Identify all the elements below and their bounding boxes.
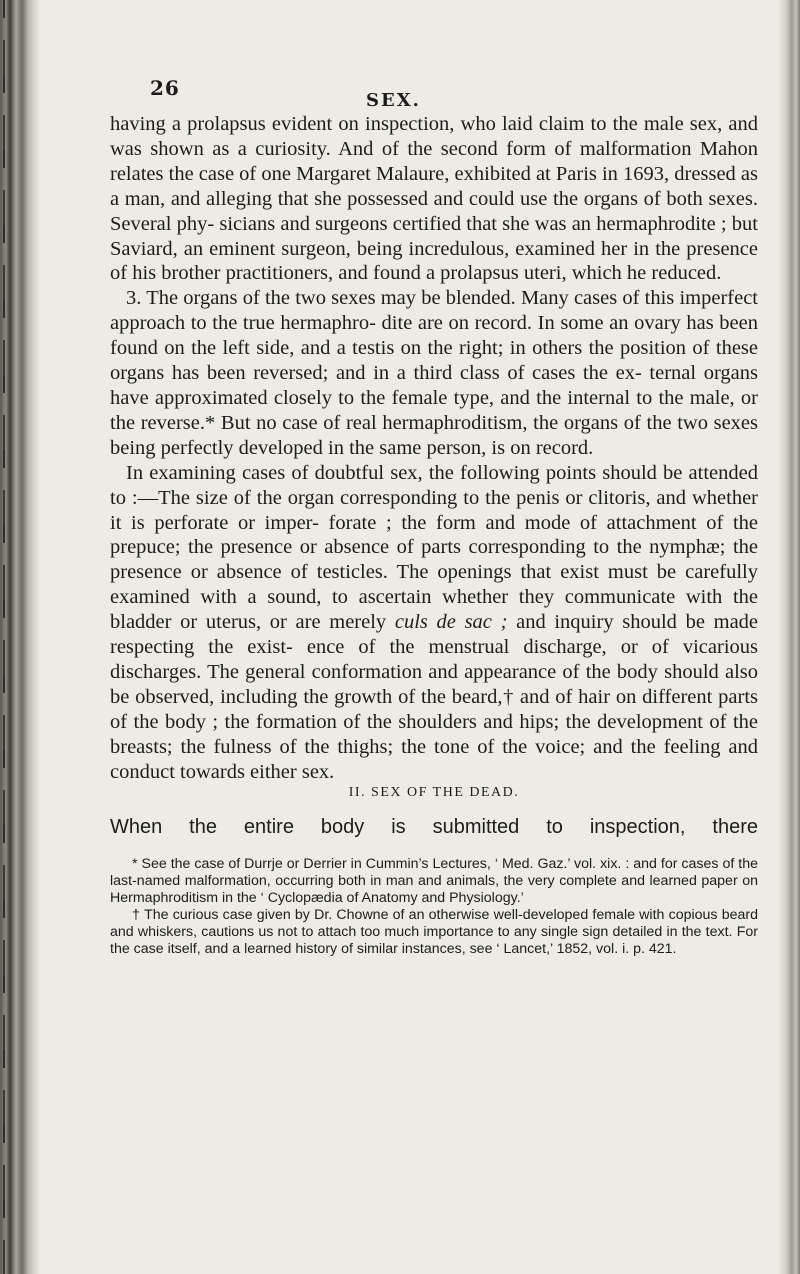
body-text: [110, 112, 758, 784]
running-head: [150, 72, 765, 111]
page-header: [150, 72, 765, 111]
paragraph-1: having a prolapsus evident on inspection, who laid claim to the male sex, and was shown as a curiosity. And of the second form of malformation Mahon relates the case of one Margaret Malaure, exhibited at Paris in 1693, dressed as a man, and alleging that she possessed and could use the organs of both sexes. Several phy- sicians and surgeons certified that she was an hermaphrodite ; but Saviard, an eminent surgeon, being incredulous, examined her in the presence of his brother practitioners, and found a prolapsus uteri, which he reduced.: [110, 113, 758, 285]
paragraph-3-italic: culs de sac ;: [394, 611, 508, 634]
section-first-line: When the entire body is submitted to inspection, there: [110, 816, 758, 838]
page-number: 26: [150, 76, 180, 100]
paragraph-2: 3. The organs of the two sexes may be blended. Many cases of this imperfect approach to the true hermaphro- dite are on record. In some an ovary has been found on the left side, and a testis on the right; in others the position of these organs has been reversed; and in a third class of cases the ex- ternal organs have approximated closely to the female type, and the internal to the male, or the reverse.* But no case of real hermaphroditism, the organs of the two sexes being perfectly developed in the same person, is on record.: [110, 287, 758, 459]
section-heading: II. SEX OF THE DEAD.: [348, 785, 520, 800]
paragraph-3: [110, 461, 758, 785]
footnotes: [110, 856, 758, 959]
page-edge-shadow: [778, 0, 800, 1274]
footnote-1: * See the case of Durrje or Derrier in Cummin’s Lectures, ‘ Med. Gaz.’ vol. xix. : and for cases of the last-named malformation, occurring both in man and animals, the very complete and learned paper on Hermaphroditism in the ‘ Cyclopædia of Anatomy and Physiology.’: [110, 856, 758, 907]
book-binding-shadow: [0, 0, 40, 1274]
footnote-2: † The curious case given by Dr. Chowne of an otherwise well-developed female with copious beard and whiskers, cautions us not to attach too much importance to any single sign detailed in the text. For the case itself, and a learned history of similar instances, see ‘ Lancet,’ 1852, vol. i. p. 421.: [110, 907, 758, 958]
paragraph-3-part-1: In examining cases of doubtful sex, the following points should be attended to :—The size of the organ corresponding to the penis or clitoris, and whether it is perforate or imper- forate ; the form and mode of attachment of the prepuce; the presence or absence of parts corresponding to the nymphæ; the presence or absence of testicles. The openings that exist must be carefully examined with a sound, to ascertain whether they communicate with the bladder or uterus, or are merely: [110, 461, 758, 634]
running-title: SEX.: [366, 90, 421, 111]
paragraph-3-part-2: and inquiry should be made respecting the exist- ence of the menstrual discharge, or of vicarious discharges. The general conformation and appearance of the body should also be observed, including the growth of the beard,† and of hair on different parts of the body ; the formation of the shoulders and hips; the development of the breasts; the fulness of the thighs; the tone of the voice; and the feeling and conduct towards either sex.: [110, 611, 759, 783]
